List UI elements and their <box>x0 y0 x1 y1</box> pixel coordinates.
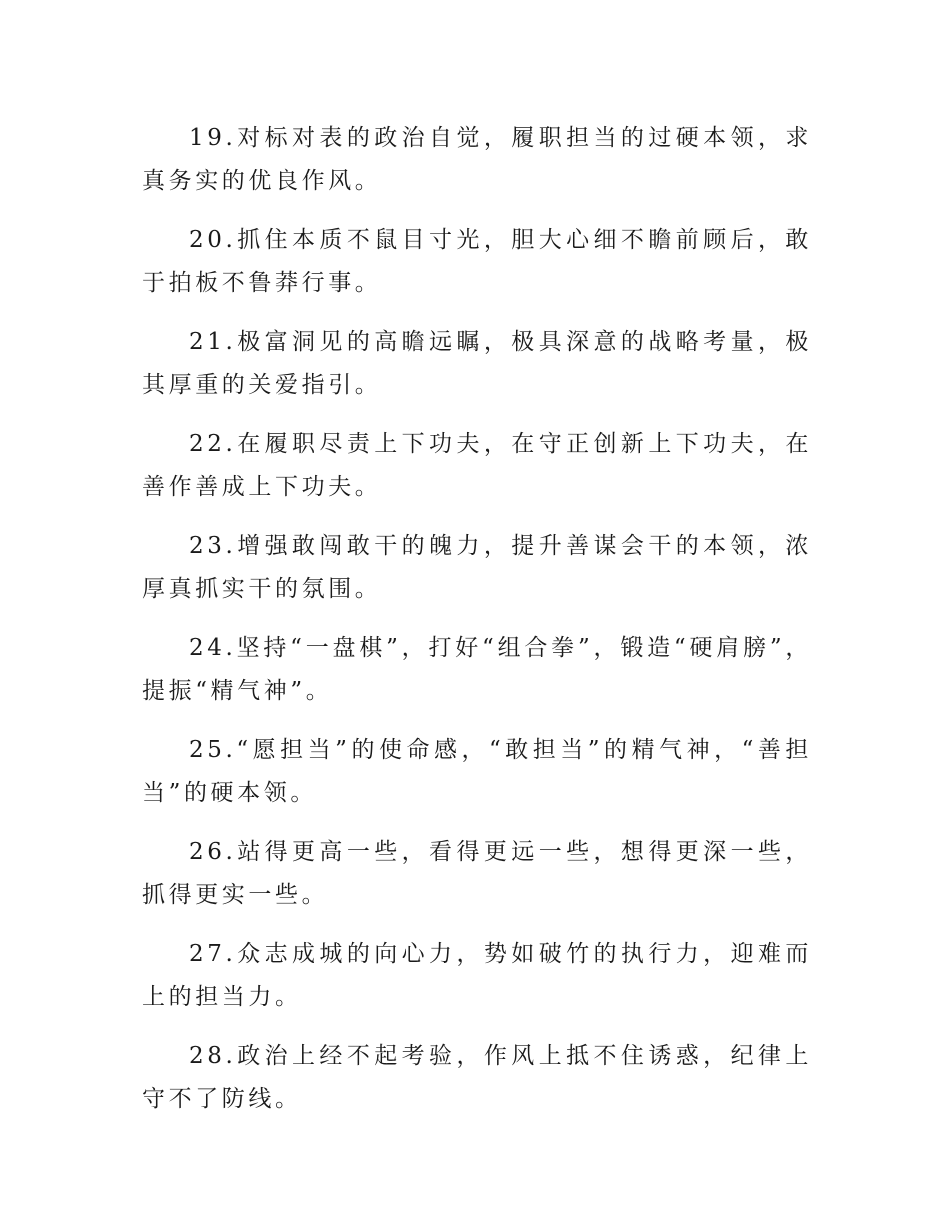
paragraph-20: 20.抓住本质不鼠目寸光，胆大心细不瞻前顾后，敢于拍板不鲁莽行事。 <box>142 227 812 296</box>
document-body <box>142 117 812 1137</box>
paragraph-25: 25.“愿担当”的使命感，“敢担当”的精气神，“善担当”的硬本领。 <box>142 737 812 806</box>
paragraph-26: 26.站得更高一些，看得更远一些，想得更深一些，抓得更实一些。 <box>142 839 812 908</box>
paragraph-21: 21.极富洞见的高瞻远瞩，极具深意的战略考量，极其厚重的关爱指引。 <box>142 329 812 398</box>
paragraph-28: 28.政治上经不起考验，作风上抵不住诱惑，纪律上守不了防线。 <box>142 1043 812 1112</box>
paragraph-19: 19.对标对表的政治自觉，履职担当的过硬本领，求真务实的优良作风。 <box>142 125 812 194</box>
paragraph-22: 22.在履职尽责上下功夫，在守正创新上下功夫，在善作善成上下功夫。 <box>142 431 812 500</box>
paragraph-24: 24.坚持“一盘棋”，打好“组合拳”，锻造“硬肩膀”，提振“精气神”。 <box>142 635 812 704</box>
paragraph-27: 27.众志成城的向心力，势如破竹的执行力，迎难而上的担当力。 <box>142 941 812 1010</box>
paragraph-23: 23.增强敢闯敢干的魄力，提升善谋会干的本领，浓厚真抓实干的氛围。 <box>142 533 812 602</box>
